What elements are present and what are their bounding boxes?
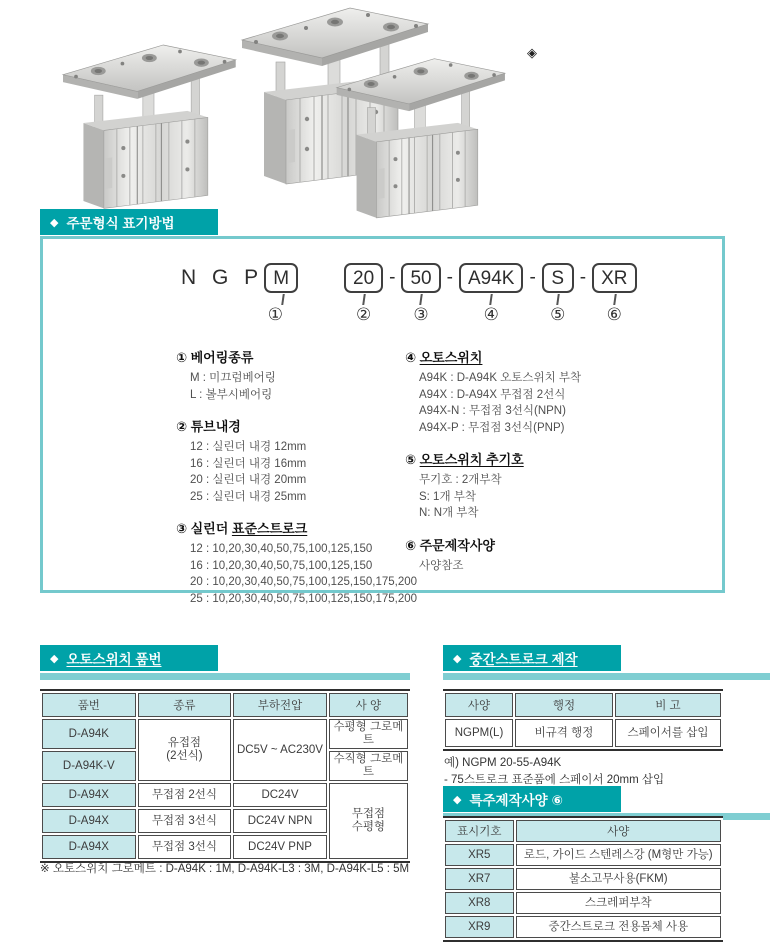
group-bearing-type xyxy=(176,347,401,403)
table-header-cell: 품번 xyxy=(42,693,136,717)
symbol-cell: XR7 xyxy=(445,868,514,890)
section-title-special-spec xyxy=(443,786,621,812)
order-legend-right-column xyxy=(405,347,695,587)
type-cell: 무접점 3선식 xyxy=(138,809,232,833)
group-line: 무기호 : 2개부착 xyxy=(419,474,502,486)
code-box-bore: 20 xyxy=(344,263,383,293)
group-line: 20 : 10,20,30,40,50,75,100,125,150,175,200 xyxy=(190,576,418,588)
group-tube-bore xyxy=(176,416,401,505)
group-line: M : 미끄럼베어링 xyxy=(190,372,276,384)
group-heading: ① 베어링종류 xyxy=(176,350,254,365)
group-lines xyxy=(405,472,695,522)
code-box-qty: S xyxy=(542,263,574,293)
product-photo-right xyxy=(324,46,514,222)
section-underline-bar xyxy=(443,673,770,680)
table-row xyxy=(445,868,721,890)
connector-line xyxy=(362,294,365,305)
table-header-cell: 종류 xyxy=(138,693,232,717)
table-row xyxy=(445,844,721,866)
circled-number-5: ⑤ xyxy=(550,305,566,324)
part-no-cell: D-A94X xyxy=(42,783,136,807)
order-format-box xyxy=(40,236,725,605)
order-code-diagram xyxy=(181,263,637,323)
table-row xyxy=(42,783,408,807)
connector-line xyxy=(613,294,616,305)
code-segment-qty xyxy=(542,263,574,323)
table-header-cell: 사 양 xyxy=(329,693,408,717)
connector-line xyxy=(281,294,284,305)
code-segment-stroke xyxy=(401,263,440,323)
spec-cell: 중간스트로크 전용몸체 사용 xyxy=(516,916,722,938)
special-spec-table xyxy=(443,816,723,942)
group-heading: ⑤ 오토스위치 추기호 xyxy=(405,452,524,467)
code-box-switch: A94K xyxy=(459,263,523,293)
group-line: 20 : 실린더 내경 20mm xyxy=(190,474,307,486)
product-photo-left xyxy=(50,32,245,213)
table-body xyxy=(445,844,721,938)
part-no-cell: D-A94X xyxy=(42,835,136,859)
code-dash: - xyxy=(529,267,536,288)
table-row xyxy=(42,719,408,749)
feature-list xyxy=(527,40,545,67)
symbol-cell: XR5 xyxy=(445,844,514,866)
group-heading: ⑥ 주문제작사양 xyxy=(405,537,495,553)
spec-cell: 로드, 가이드 스텐레스강 (M형만 가능) xyxy=(516,844,722,866)
group-lines xyxy=(176,439,401,505)
spec-cell: 수직형 그로메트 xyxy=(329,751,408,781)
circled-number-2: ② xyxy=(355,305,372,324)
table-row xyxy=(445,916,721,938)
section-underline-bar xyxy=(40,673,410,680)
connector-line xyxy=(420,294,423,305)
code-box-bearing: M xyxy=(264,263,298,293)
group-line: A94X : D-A94X 무접점 2선식 xyxy=(419,388,566,401)
circled-number-6: ⑥ xyxy=(606,305,622,324)
mid-stroke-table xyxy=(443,689,723,751)
group-line: 12 : 10,20,30,40,50,75,100,125,150 xyxy=(190,543,373,555)
table-header-cell: 표시기호 xyxy=(445,820,514,842)
diamond-icon: ◆ xyxy=(453,652,462,665)
group-line: 12 : 실린더 내경 12mm xyxy=(190,441,307,453)
table-header-row xyxy=(445,820,721,842)
section-title-text: 주문형식 표기방법 xyxy=(66,216,175,231)
part-no-cell: D-A94X xyxy=(42,809,136,833)
circled-number-3: ③ xyxy=(413,305,429,324)
table-header-cell: 사양 xyxy=(516,820,722,842)
grommet-note: ※ 오토스위치 그로메트 : D-A94K : 1M, D-A94K-L3 : 3M, D-A94K-L5 : 5M xyxy=(40,863,410,875)
group-custom-spec xyxy=(405,535,695,575)
type-cell: 무접점 3선식 xyxy=(138,835,232,859)
group-heading: ④ 오토스위치 xyxy=(405,350,483,365)
mid-stroke-example xyxy=(444,755,664,788)
code-prefix: N G P xyxy=(181,266,264,289)
group-line: L : 볼부시베어링 xyxy=(190,388,273,401)
section-title-text: 오토스위치 품번 xyxy=(66,652,162,667)
table-header-cell: 부하전압 xyxy=(233,693,327,717)
section-title-text: 특주제작사양 ⑥ xyxy=(469,793,563,808)
diamond-icon: ◆ xyxy=(50,216,59,229)
part-no-cell: D-A94K-V xyxy=(42,751,136,781)
code-box-special: XR xyxy=(592,263,636,293)
group-line: 25 : 실린더 내경 25mm xyxy=(190,490,307,503)
diamond-bullet-icon: ◈ xyxy=(527,45,538,61)
table-cell: 스페이서를 삽입 xyxy=(615,719,721,747)
group-lines xyxy=(176,541,418,607)
type-cell: 유접점 (2선식) xyxy=(138,719,232,781)
group-line: A94X-P : 무접점 3선식(PNP) xyxy=(419,421,565,434)
group-lines xyxy=(176,370,401,403)
connector-line xyxy=(556,294,559,305)
example-line: - 75스트로크 표준품에 스페이서 20mm 삽입 xyxy=(444,773,665,786)
section-title-mid-stroke xyxy=(443,645,621,671)
voltage-cell: DC24V NPN xyxy=(233,809,327,833)
section-title-auto-switch xyxy=(40,645,218,671)
group-heading: ② 튜브내경 xyxy=(176,419,241,434)
group-line: S: 1개 부착 xyxy=(419,490,476,503)
group-line: A94X-N : 무접점 3선식(NPN) xyxy=(419,405,566,417)
table-header-cell: 비 고 xyxy=(615,693,721,717)
table-cell: NGPM(L) xyxy=(445,719,513,747)
group-heading: ③ 실린더 표준스트로크 xyxy=(176,521,308,536)
code-box-stroke: 50 xyxy=(401,263,440,293)
table-row xyxy=(445,892,721,914)
group-line: A94K : D-A94K 오토스위치 부착 xyxy=(419,372,582,384)
table-cell: 비규격 행정 xyxy=(515,719,613,747)
code-segment-bearing xyxy=(181,263,298,323)
group-standard-stroke xyxy=(176,518,418,607)
table-header-row xyxy=(42,693,408,717)
group-switch-qty-code xyxy=(405,449,695,522)
group-line: 25 : 10,20,30,40,50,75,100,125,150,175,200 xyxy=(190,592,418,605)
table-header-row xyxy=(445,693,721,717)
section-title-text: 중간스트로크 제작 xyxy=(469,652,578,667)
code-segment-bore xyxy=(344,263,383,323)
circled-number-4: ④ xyxy=(483,305,499,324)
spec-cell: 불소고무사용(FKM) xyxy=(516,868,722,890)
spec-cell: 무접점 수평형 xyxy=(329,783,408,859)
code-segment-special xyxy=(592,263,636,323)
order-legend-left-column xyxy=(176,347,418,620)
voltage-cell: DC24V PNP xyxy=(233,835,327,859)
group-lines xyxy=(405,558,695,575)
feature-item xyxy=(527,40,545,67)
circled-number-1: ① xyxy=(267,305,284,324)
example-line: 예) NGPM 20-55-A94K xyxy=(444,757,562,769)
diamond-icon: ◆ xyxy=(453,793,462,806)
type-cell: 무접점 2선식 xyxy=(138,783,232,807)
code-dash: - xyxy=(446,267,453,288)
table-header-cell: 사양 xyxy=(445,693,513,717)
code-dash: - xyxy=(579,267,587,288)
spec-cell: 수평형 그로메트 xyxy=(329,719,408,749)
table-row xyxy=(445,719,721,747)
section-title-order-format xyxy=(40,209,218,235)
code-dash: - xyxy=(389,267,396,288)
part-no-cell: D-A94K xyxy=(42,719,136,749)
group-line: 16 : 실린더 내경 16mm xyxy=(190,457,307,470)
group-lines xyxy=(405,370,695,436)
symbol-cell: XR8 xyxy=(445,892,514,914)
symbol-cell: XR9 xyxy=(445,916,514,938)
connector-line xyxy=(490,294,493,305)
code-segment-switch xyxy=(459,263,523,323)
group-line: 사양참조 xyxy=(419,559,464,572)
spec-cell: 스크레퍼부착 xyxy=(516,892,722,914)
table-header-cell: 행정 xyxy=(515,693,613,717)
group-auto-switch xyxy=(405,347,695,436)
diamond-icon: ◆ xyxy=(50,652,59,665)
group-line: N: N개 부착 xyxy=(419,507,479,519)
auto-switch-table xyxy=(40,689,410,863)
group-line: 16 : 10,20,30,40,50,75,100,125,150 xyxy=(190,559,373,572)
voltage-cell: DC24V xyxy=(233,783,327,807)
voltage-cell: DC5V ~ AC230V xyxy=(233,719,327,781)
